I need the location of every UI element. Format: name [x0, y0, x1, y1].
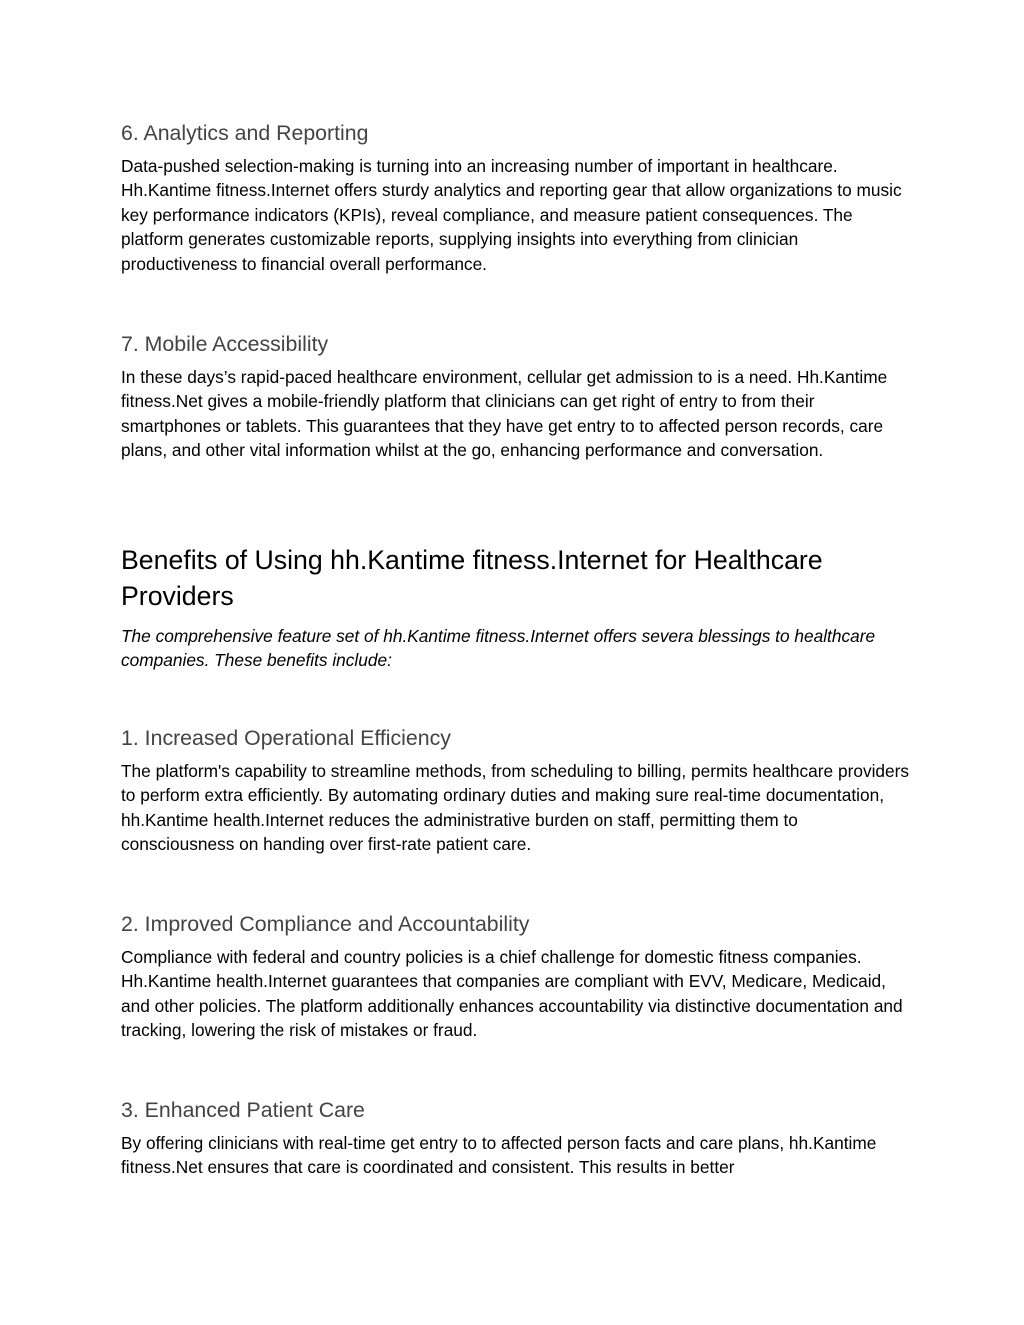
section-mobile-accessibility	[121, 330, 911, 463]
section-body: Data-pushed selection-making is turning into an increasing number of important in healthcare. Hh.Kantime fitness.Internet offers sturdy analytics and reporting gear that allow organizations to music key performance indicators (KPIs), reveal compliance, and measure patient consequences. The platform generates customizable reports, supplying insights into everything from clinician productiveness to financial overall performance.	[121, 156, 902, 274]
benefits-intro: The comprehensive feature set of hh.Kantime fitness.Internet offers severa blessings to healthcare companies. These benefits include:	[121, 626, 876, 671]
section-heading: 6. Analytics and Reporting	[121, 121, 369, 145]
section-heading: 3. Enhanced Patient Care	[121, 1098, 365, 1122]
section-benefits	[121, 542, 911, 673]
section-operational-efficiency	[121, 724, 911, 857]
section-analytics-reporting	[121, 119, 911, 276]
section-patient-care	[121, 1096, 911, 1180]
section-body: The platform's capability to streamline methods, from scheduling to billing, permits healthcare providers to perform extra efficiently. By automating ordinary duties and making sure real-time documentation, hh.Kantime health.Internet reduces the administrative burden on staff, permitting them to consciousness on handing over first-rate patient care.	[121, 761, 910, 855]
section-compliance-accountability	[121, 910, 911, 1043]
section-body: By offering clinicians with real-time get entry to to affected person facts and care plans, hh.Kantime fitness.Net ensures that care is coordinated and consistent. This results in better	[121, 1133, 877, 1178]
section-body: Compliance with federal and country policies is a chief challenge for domestic fitness companies. Hh.Kantime health.Internet guarantees that companies are compliant with EVV, Medicare, Medicaid, and other policies. The platform additionally enhances accountability via distinctive documentation and tracking, lowering the risk of mistakes or fraud.	[121, 947, 903, 1041]
benefits-heading: Benefits of Using hh.Kantime fitness.Internet for Healthcare Providers	[121, 545, 823, 611]
section-body: In these days’s rapid-paced healthcare environment, cellular get admission to is a need. Hh.Kantime fitness.Net gives a mobile-friendly platform that clinicians can get right of entry to from their smartphones or tablets. This guarantees that they have get entry to to affected person records, care plans, and other vital information whilst at the go, enhancing performance and conversation.	[121, 367, 888, 461]
section-heading: 2. Improved Compliance and Accountability	[121, 912, 530, 936]
section-heading: 7. Mobile Accessibility	[121, 332, 329, 356]
section-heading: 1. Increased Operational Efficiency	[121, 726, 451, 750]
